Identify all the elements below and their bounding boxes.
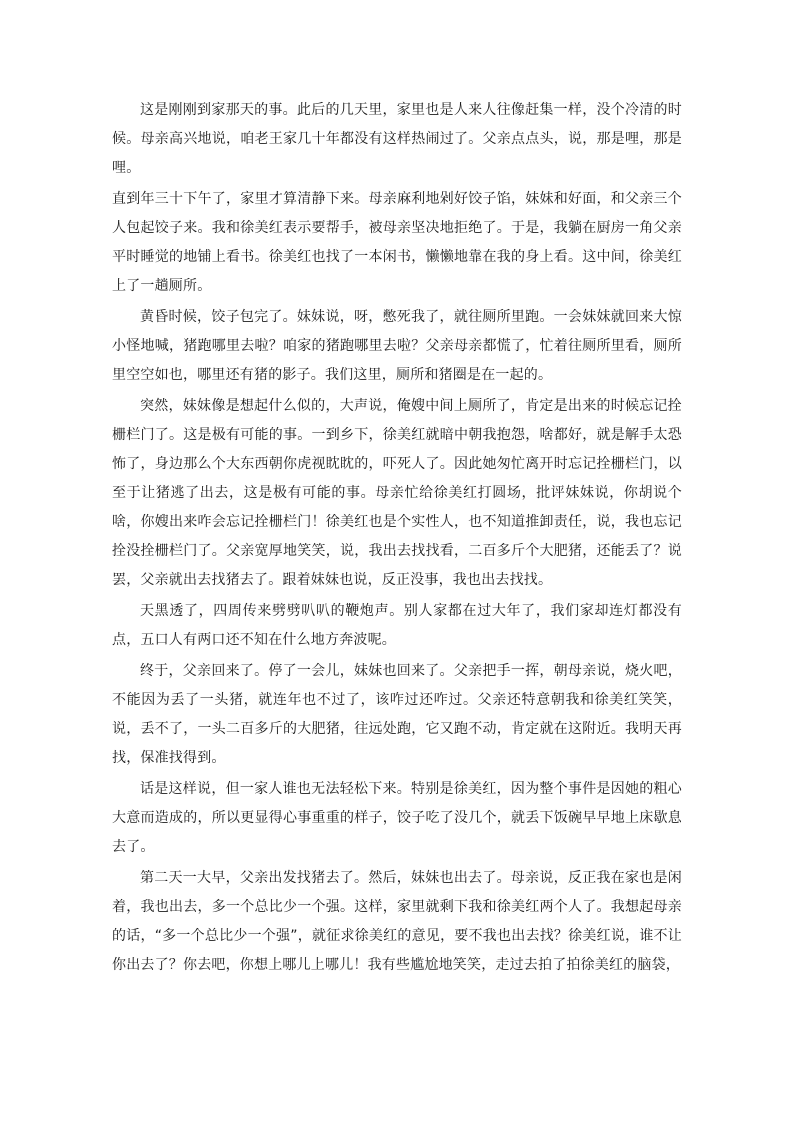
- paragraph-8: 第二天一大早，父亲出发找猪去了。然后，妹妹也出去了。母亲说，反正我在家也是闲着，我也出去，多一个总比少一个强。这样，家里就剩下我和徐美红两个人了。我想起母亲的话，“多一个总比少一个强”，就征求徐美红的意见，要不我也出去找？徐美红说，谁不让你出去了？你去吧，你想上哪儿上哪儿！我有些尴尬地笑笑，走过去拍了拍徐美红的脑袋，: [112, 870, 682, 973]
- paragraph-4: 突然，妹妹像是想起什么似的，大声说，俺嫂中间上厕所了，肯定是出来的时候忘记拴栅栏门了。这是极有可能的事。一到乡下，徐美红就暗中朝我抱怨，啥都好，就是解手太恐怖了，身边那么个大东西朝你虎视眈眈的，吓死人了。因此她匆忙离开时忘记拴栅栏门，以至于让猪逃了出去，这是极有可能的事。母亲忙给徐美红打圆场，批评妹妹说，你胡说个啥，你嫂出来咋会忘记拴栅栏门！徐美红也是个实性人，也不知道推卸责任，说，我也忘记拴没拴栅栏门了。父亲宽厚地笑笑，说，我出去找找看，二百多斤个大肥猪，还能丢了？说罢，父亲就出去找猪去了。跟着妹妹也说，反正没事，我也出去找找。: [112, 398, 682, 588]
- paragraph-6: 终于，父亲回来了。停了一会儿，妹妹也回来了。父亲把手一挥，朝母亲说，烧火吧，不能因为丢了一头猪，就连年也不过了，该咋过还咋过。父亲还特意朝我和徐美红笑笑，说，丢不了，一头二百多斤的大肥猪，往远处跑，它又跑不动，肯定就在这附近。我明天再找，保准找得到。: [112, 663, 682, 766]
- paragraph-7: 话是这样说，但一家人谁也无法轻松下来。特别是徐美红，因为整个事件是因她的粗心大意而造成的，所以更显得心事重重的样子，饺子吃了没几个，就丢下饭碗早早地上床歇息去了。: [112, 781, 682, 855]
- document-page: [112, 96, 682, 982]
- paragraph-5: 天黑透了，四周传来劈劈叭叭的鞭炮声。别人家都在过大年了，我们家却连灯都没有点，五口人有两口还不知在什么地方奔波呢。: [112, 603, 682, 648]
- paragraph-3: 黄昏时候，饺子包完了。妹妹说，呀，憋死我了，就往厕所里跑。一会妹妹就回来大惊小怪地喊，猪跑哪里去啦？咱家的猪跑哪里去啦？父亲母亲都慌了，忙着往厕所里看，厕所里空空如也，哪里还有猪的影子。我们这里，厕所和猪圈是在一起的。: [112, 309, 682, 383]
- paragraph-2: 直到年三十下午了，家里才算清静下来。母亲麻利地剁好饺子馅，妹妹和好面，和父亲三个人包起饺子来。我和徐美红表示要帮手，被母亲坚决地拒绝了。于是，我躺在厨房一角父亲平时睡觉的地铺上看书。徐美红也找了一本闲书，懒懒地靠在我的身上看。这中间，徐美红上了一趟厕所。: [112, 191, 682, 294]
- paragraph-1: 这是刚刚到家那天的事。此后的几天里，家里也是人来人往像赶集一样，没个冷清的时候。母亲高兴地说，咱老王家几十年都没有这样热闹过了。父亲点点头，说，那是哩，那是哩。: [112, 102, 682, 176]
